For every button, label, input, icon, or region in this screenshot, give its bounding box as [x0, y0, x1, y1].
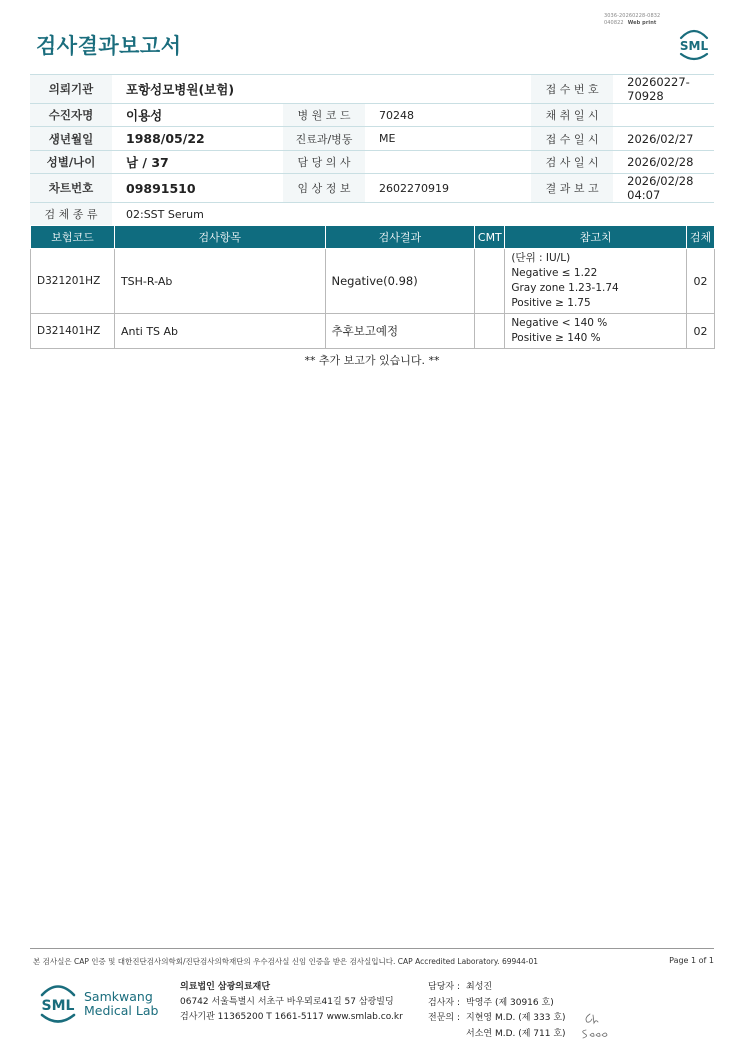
organization-info [180, 980, 403, 1025]
reference-range [505, 249, 687, 314]
brand-name [84, 990, 158, 1018]
info-label: 접 수 번 호 [531, 75, 613, 104]
info-label: 결 과 보 고 [531, 174, 613, 203]
samkwang-logo-text: SML [41, 998, 75, 1014]
info-label: 진료과/병동 [283, 127, 365, 150]
column-header-result: 검사결과 [325, 226, 475, 249]
info-value: 포항성모병원(보험) [112, 75, 283, 104]
staff-role: 담당자 : [428, 982, 460, 992]
info-row [30, 174, 714, 203]
info-label: 접 수 일 시 [531, 127, 613, 150]
staff-name: 최성진 [466, 982, 493, 992]
sml-logo-icon [675, 26, 713, 62]
footer-divider [30, 948, 714, 949]
brand-line: Samkwang [84, 989, 153, 1004]
staff-row [428, 1027, 566, 1043]
staff-info [428, 980, 566, 1042]
test-result: 추후보고예정 [325, 314, 475, 349]
info-value: 2026/02/28 04:07 [613, 174, 714, 203]
reference-line: Positive ≥ 140 % [511, 332, 601, 344]
test-item: TSH-R-Ab [114, 249, 325, 314]
info-label: 담 당 의 사 [283, 150, 365, 173]
info-value: 남 / 37 [112, 150, 283, 173]
info-row [30, 127, 714, 150]
document-code [604, 13, 660, 27]
staff-name: 지현영 M.D. (제 333 호) [466, 1013, 566, 1023]
brand-line: Medical Lab [84, 1003, 159, 1018]
column-header-code: 보험코드 [31, 226, 115, 249]
info-value: 09891510 [112, 174, 283, 203]
insurance-code: D321201HZ [31, 249, 115, 314]
test-item: Anti TS Ab [114, 314, 325, 349]
patient-info-table [30, 74, 714, 227]
page-title: 검사결과보고서 [36, 34, 182, 58]
info-label: 임 상 정 보 [283, 174, 365, 203]
additional-report-note: ** 추가 보고가 있습니다. ** [304, 354, 440, 367]
web-print-label: Web print [627, 20, 657, 26]
sml-logo-text: SML [679, 39, 709, 53]
info-row [30, 203, 714, 226]
specimen-code: 02 [687, 249, 715, 314]
staff-row [428, 996, 566, 1012]
info-label: 검 사 일 시 [531, 150, 613, 173]
organization-name: 의료법인 삼광의료재단 [180, 982, 271, 992]
column-header-reference: 참고치 [505, 226, 687, 249]
insurance-code: D321401HZ [31, 314, 115, 349]
test-comment [475, 249, 505, 314]
reference-line: (단위 : IU/L) [511, 252, 571, 264]
reference-line: Negative ≤ 1.22 [511, 267, 598, 279]
page-number: Page 1 of 1 [669, 956, 714, 965]
staff-name: 박영주 (제 30916 호) [466, 997, 554, 1008]
info-empty [395, 75, 531, 104]
info-label: 성별/나이 [30, 150, 112, 173]
info-value: 70248 [365, 104, 531, 127]
info-value: 2026/02/27 [613, 127, 714, 150]
info-label: 의뢰기관 [30, 75, 112, 104]
staff-name: 서소연 M.D. (제 711 호) [466, 1028, 566, 1039]
staff-role: 검사자 : [428, 997, 460, 1008]
column-header-item: 검사항목 [114, 226, 325, 249]
staff-row [428, 1011, 566, 1027]
results-header-row [31, 226, 715, 249]
table-row [31, 314, 715, 349]
info-value: 2602270919 [365, 174, 531, 203]
test-comment [475, 314, 505, 349]
staff-row [428, 980, 566, 996]
info-label: 병 원 코 드 [283, 104, 365, 127]
info-value: 2026/02/28 [613, 150, 714, 173]
info-empty [283, 75, 395, 104]
info-value: 이용성 [112, 104, 283, 127]
test-result: Negative(0.98) [325, 249, 475, 314]
info-label: 생년월일 [30, 127, 112, 150]
table-row [31, 249, 715, 314]
specimen-code: 02 [687, 314, 715, 349]
organization-contact: 검사기관 11365200 T 1661-5117 www.smlab.co.kr [180, 1012, 403, 1022]
info-value [365, 150, 531, 173]
info-value: 20260227-70928 [613, 75, 714, 104]
organization-address: 06742 서울특별시 서초구 바우뫼로41길 57 삼광빌딩 [180, 997, 394, 1007]
reference-range [505, 314, 687, 349]
samkwang-logo-icon [36, 980, 80, 1026]
info-value: ME [365, 127, 531, 150]
info-label: 채 취 일 시 [531, 104, 613, 127]
signature-icon [578, 1010, 610, 1040]
reference-line: Positive ≥ 1.75 [511, 297, 591, 309]
info-label: 수진자명 [30, 104, 112, 127]
column-header-specimen: 검체 [687, 226, 715, 249]
reference-line: Gray zone 1.23-1.74 [511, 282, 619, 294]
reference-line: Negative < 140 % [511, 317, 608, 329]
specimen-label: 검 체 종 류 [30, 203, 112, 226]
document-code-line1: 3036-20260228-0832 [604, 13, 661, 19]
certification-text: 본 검사실은 CAP 인증 및 대한진단검사의학회/진단검사의학재단의 우수검사실 신임 인증을 받은 검사실입니다. CAP Accredited Laboratory. 69944-01 [33, 957, 539, 966]
specimen-value: 02:SST Serum [112, 203, 714, 226]
info-row [30, 104, 714, 127]
results-table [30, 225, 715, 349]
info-value: 1988/05/22 [112, 127, 283, 150]
info-value [613, 104, 714, 127]
info-row [30, 150, 714, 173]
column-header-cmt: CMT [475, 226, 505, 249]
document-code-line2: 040822 [604, 20, 624, 26]
info-row [30, 75, 714, 104]
info-label: 차트번호 [30, 174, 112, 203]
staff-role [428, 1027, 466, 1043]
staff-role: 전문의 : [428, 1013, 460, 1023]
